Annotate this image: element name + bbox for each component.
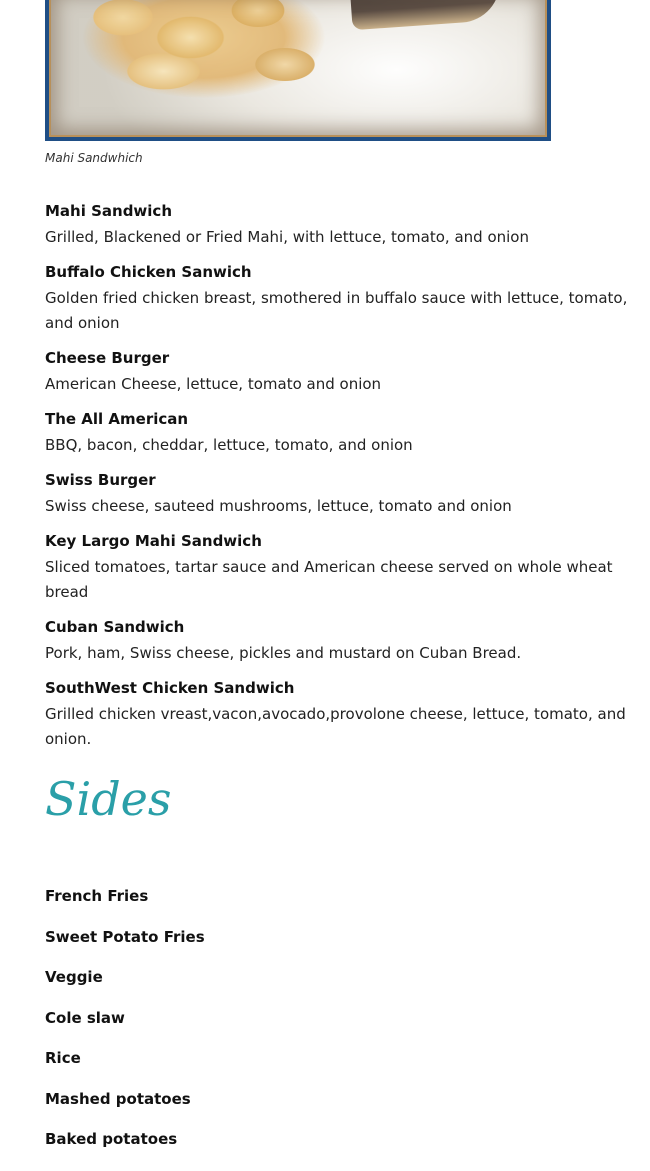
menu-item-description: Swiss cheese, sauteed mushrooms, lettuce, tomato and onion [45,497,512,515]
menu-item [45,263,635,336]
photo-caption: Mahi Sandwhich [45,151,143,165]
side-item: Baked potatoes [45,1130,178,1148]
menu-item [45,618,635,666]
menu-item-description: Grilled chicken vreast,vacon,avocado,provolone cheese, lettuce, tomato, and onion. [45,705,626,748]
sandwich-menu [45,202,635,765]
side-item: Mashed potatoes [45,1089,191,1108]
menu-item-name: SouthWest Chicken Sandwich [45,679,295,697]
photo-image [49,0,547,137]
menu-item-name: Key Largo Mahi Sandwich [45,532,262,550]
menu-item [45,349,635,397]
menu-item-name: Buffalo Chicken Sanwich [45,263,252,281]
menu-photo [45,0,551,141]
menu-item [45,679,635,752]
menu-item [45,532,635,605]
menu-item-description: Grilled, Blackened or Fried Mahi, with lettuce, tomato, and onion [45,228,529,246]
menu-item-name: Mahi Sandwich [45,202,173,220]
menu-item [45,202,635,250]
menu-item-description: Pork, ham, Swiss cheese, pickles and mustard on Cuban Bread. [45,644,522,662]
menu-item-description: American Cheese, lettuce, tomato and onion [45,375,382,393]
side-item: Veggie [45,968,103,986]
side-item: French Fries [45,887,149,905]
menu-item-description: Golden fried chicken breast, smothered in buffalo sauce with lettuce, tomato, and onion [45,289,628,332]
sides-heading: Sides [45,772,172,826]
menu-item-name: Swiss Burger [45,471,156,489]
sides-list [45,887,205,1171]
menu-item-description: Sliced tomatoes, tartar sauce and American cheese served on whole wheat bread [45,558,613,601]
menu-item [45,471,635,519]
menu-item-name: The All American [45,410,189,428]
menu-item [45,410,635,458]
menu-item-name: Cuban Sandwich [45,618,185,636]
menu-item-description: BBQ, bacon, cheddar, lettuce, tomato, and onion [45,436,413,454]
side-item: Sweet Potato Fries [45,927,205,946]
side-item: Cole slaw [45,1008,125,1027]
menu-item-name: Cheese Burger [45,349,170,367]
side-item: Rice [45,1049,81,1067]
